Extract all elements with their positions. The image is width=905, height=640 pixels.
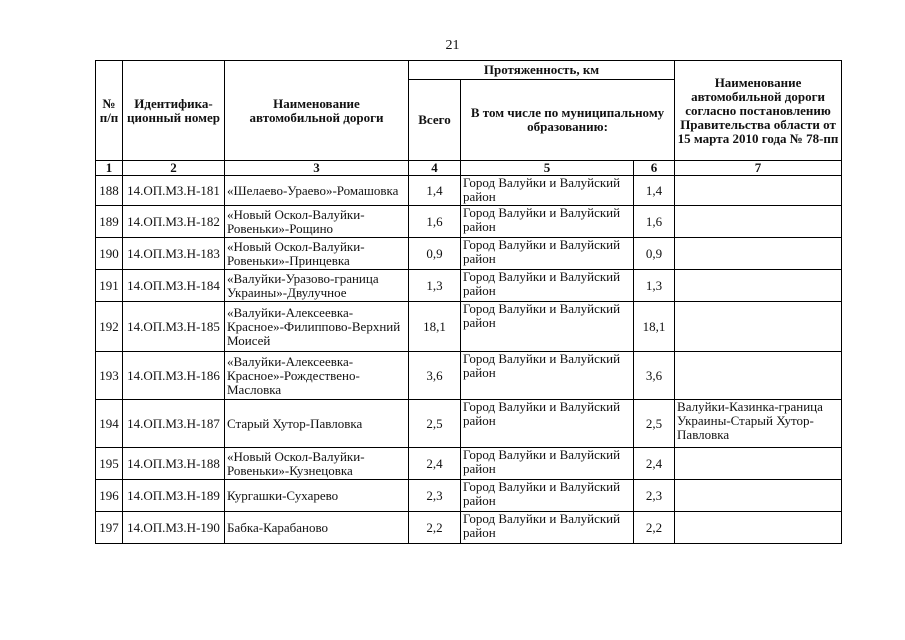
row-number: 193 [96,352,123,400]
header-resolution-name: Наименование автомобильной дороги согласно постановлению Правительства области от 15 марта 2010 года № 78-пп [675,61,842,161]
row-number: 194 [96,400,123,448]
table-row [96,512,842,544]
table-row [96,448,842,480]
table-row [96,400,842,448]
length-total: 2,5 [409,400,461,448]
road-name: «Шелаево-Ураево»-Ромашовка [225,176,409,206]
row-number: 191 [96,270,123,302]
length-total: 1,6 [409,206,461,238]
col-number: 7 [675,161,842,176]
length-total: 2,2 [409,512,461,544]
col-number: 3 [225,161,409,176]
resolution-road-name [675,238,842,270]
header-road-name: Наименование автомобильной дороги [225,61,409,161]
row-number: 188 [96,176,123,206]
municipality-length: 2,2 [634,512,675,544]
header-num: № п/п [96,61,123,161]
resolution-road-name [675,512,842,544]
col-number: 4 [409,161,461,176]
road-id: 14.ОП.МЗ.Н-186 [123,352,225,400]
road-name: «Новый Оскол-Валуйки-Ровеньки»-Принцевка [225,238,409,270]
municipality-length: 2,3 [634,480,675,512]
road-id: 14.ОП.МЗ.Н-181 [123,176,225,206]
length-total: 2,4 [409,448,461,480]
table-row [96,176,842,206]
resolution-road-name [675,270,842,302]
municipality: Город Валуйки и Валуйский район [461,176,634,206]
row-number: 190 [96,238,123,270]
municipality-length: 18,1 [634,302,675,352]
length-total: 1,4 [409,176,461,206]
municipality: Город Валуйки и Валуйский район [461,238,634,270]
header-total: Всего [409,80,461,161]
road-id: 14.ОП.МЗ.Н-188 [123,448,225,480]
header-by-municipality: В том числе по муниципальному образованию: [461,80,675,161]
municipality: Город Валуйки и Валуйский район [461,270,634,302]
row-number: 196 [96,480,123,512]
road-name: «Новый Оскол-Валуйки-Ровеньки»-Кузнецовка [225,448,409,480]
resolution-road-name [675,480,842,512]
length-total: 2,3 [409,480,461,512]
road-name: Бабка-Карабаново [225,512,409,544]
table-row [96,206,842,238]
col-number: 5 [461,161,634,176]
row-number: 195 [96,448,123,480]
table-row [96,480,842,512]
municipality: Город Валуйки и Валуйский район [461,206,634,238]
municipality-length: 1,4 [634,176,675,206]
road-id: 14.ОП.МЗ.Н-184 [123,270,225,302]
municipality-length: 2,4 [634,448,675,480]
municipality-length: 2,5 [634,400,675,448]
municipality: Город Валуйки и Валуйский район [461,400,634,448]
municipality: Город Валуйки и Валуйский район [461,512,634,544]
col-number: 2 [123,161,225,176]
municipality: Город Валуйки и Валуйский район [461,448,634,480]
road-id: 14.ОП.МЗ.Н-182 [123,206,225,238]
road-name: «Новый Оскол-Валуйки-Ровеньки»-Рощино [225,206,409,238]
table-row [96,302,842,352]
roads-table [95,60,842,544]
table-row [96,352,842,400]
road-id: 14.ОП.МЗ.Н-190 [123,512,225,544]
resolution-road-name [675,206,842,238]
road-name: «Валуйки-Алексеевка-Красное»-Рождествено-Масловка [225,352,409,400]
table-row [96,238,842,270]
resolution-road-name [675,448,842,480]
municipality: Город Валуйки и Валуйский район [461,302,634,352]
road-name: «Валуйки-Алексеевка-Красное»-Филиппово-Верхний Моисей [225,302,409,352]
col-number: 6 [634,161,675,176]
municipality-length: 0,9 [634,238,675,270]
road-id: 14.ОП.МЗ.Н-187 [123,400,225,448]
resolution-road-name [675,352,842,400]
road-name: Кургашки-Сухарево [225,480,409,512]
road-id: 14.ОП.МЗ.Н-183 [123,238,225,270]
row-number: 192 [96,302,123,352]
road-id: 14.ОП.МЗ.Н-189 [123,480,225,512]
resolution-road-name [675,302,842,352]
row-number: 189 [96,206,123,238]
page-number: 21 [445,38,460,53]
road-name: Старый Хутор-Павловка [225,400,409,448]
municipality-length: 1,3 [634,270,675,302]
municipality: Город Валуйки и Валуйский район [461,480,634,512]
municipality-length: 1,6 [634,206,675,238]
road-id: 14.ОП.МЗ.Н-185 [123,302,225,352]
col-number: 1 [96,161,123,176]
header-id: Идентифика- ционный номер [123,61,225,161]
length-total: 1,3 [409,270,461,302]
municipality: Город Валуйки и Валуйский район [461,352,634,400]
road-name: «Валуйки-Уразово-граница Украины»-Двулучное [225,270,409,302]
length-total: 18,1 [409,302,461,352]
table-row [96,270,842,302]
resolution-road-name: Валуйки-Казинка-граница Украины-Старый Хутор-Павловка [675,400,842,448]
row-number: 197 [96,512,123,544]
municipality-length: 3,6 [634,352,675,400]
length-total: 0,9 [409,238,461,270]
column-number-row [96,161,842,176]
resolution-road-name [675,176,842,206]
length-total: 3,6 [409,352,461,400]
header-length-group: Протяженность, км [409,61,675,80]
